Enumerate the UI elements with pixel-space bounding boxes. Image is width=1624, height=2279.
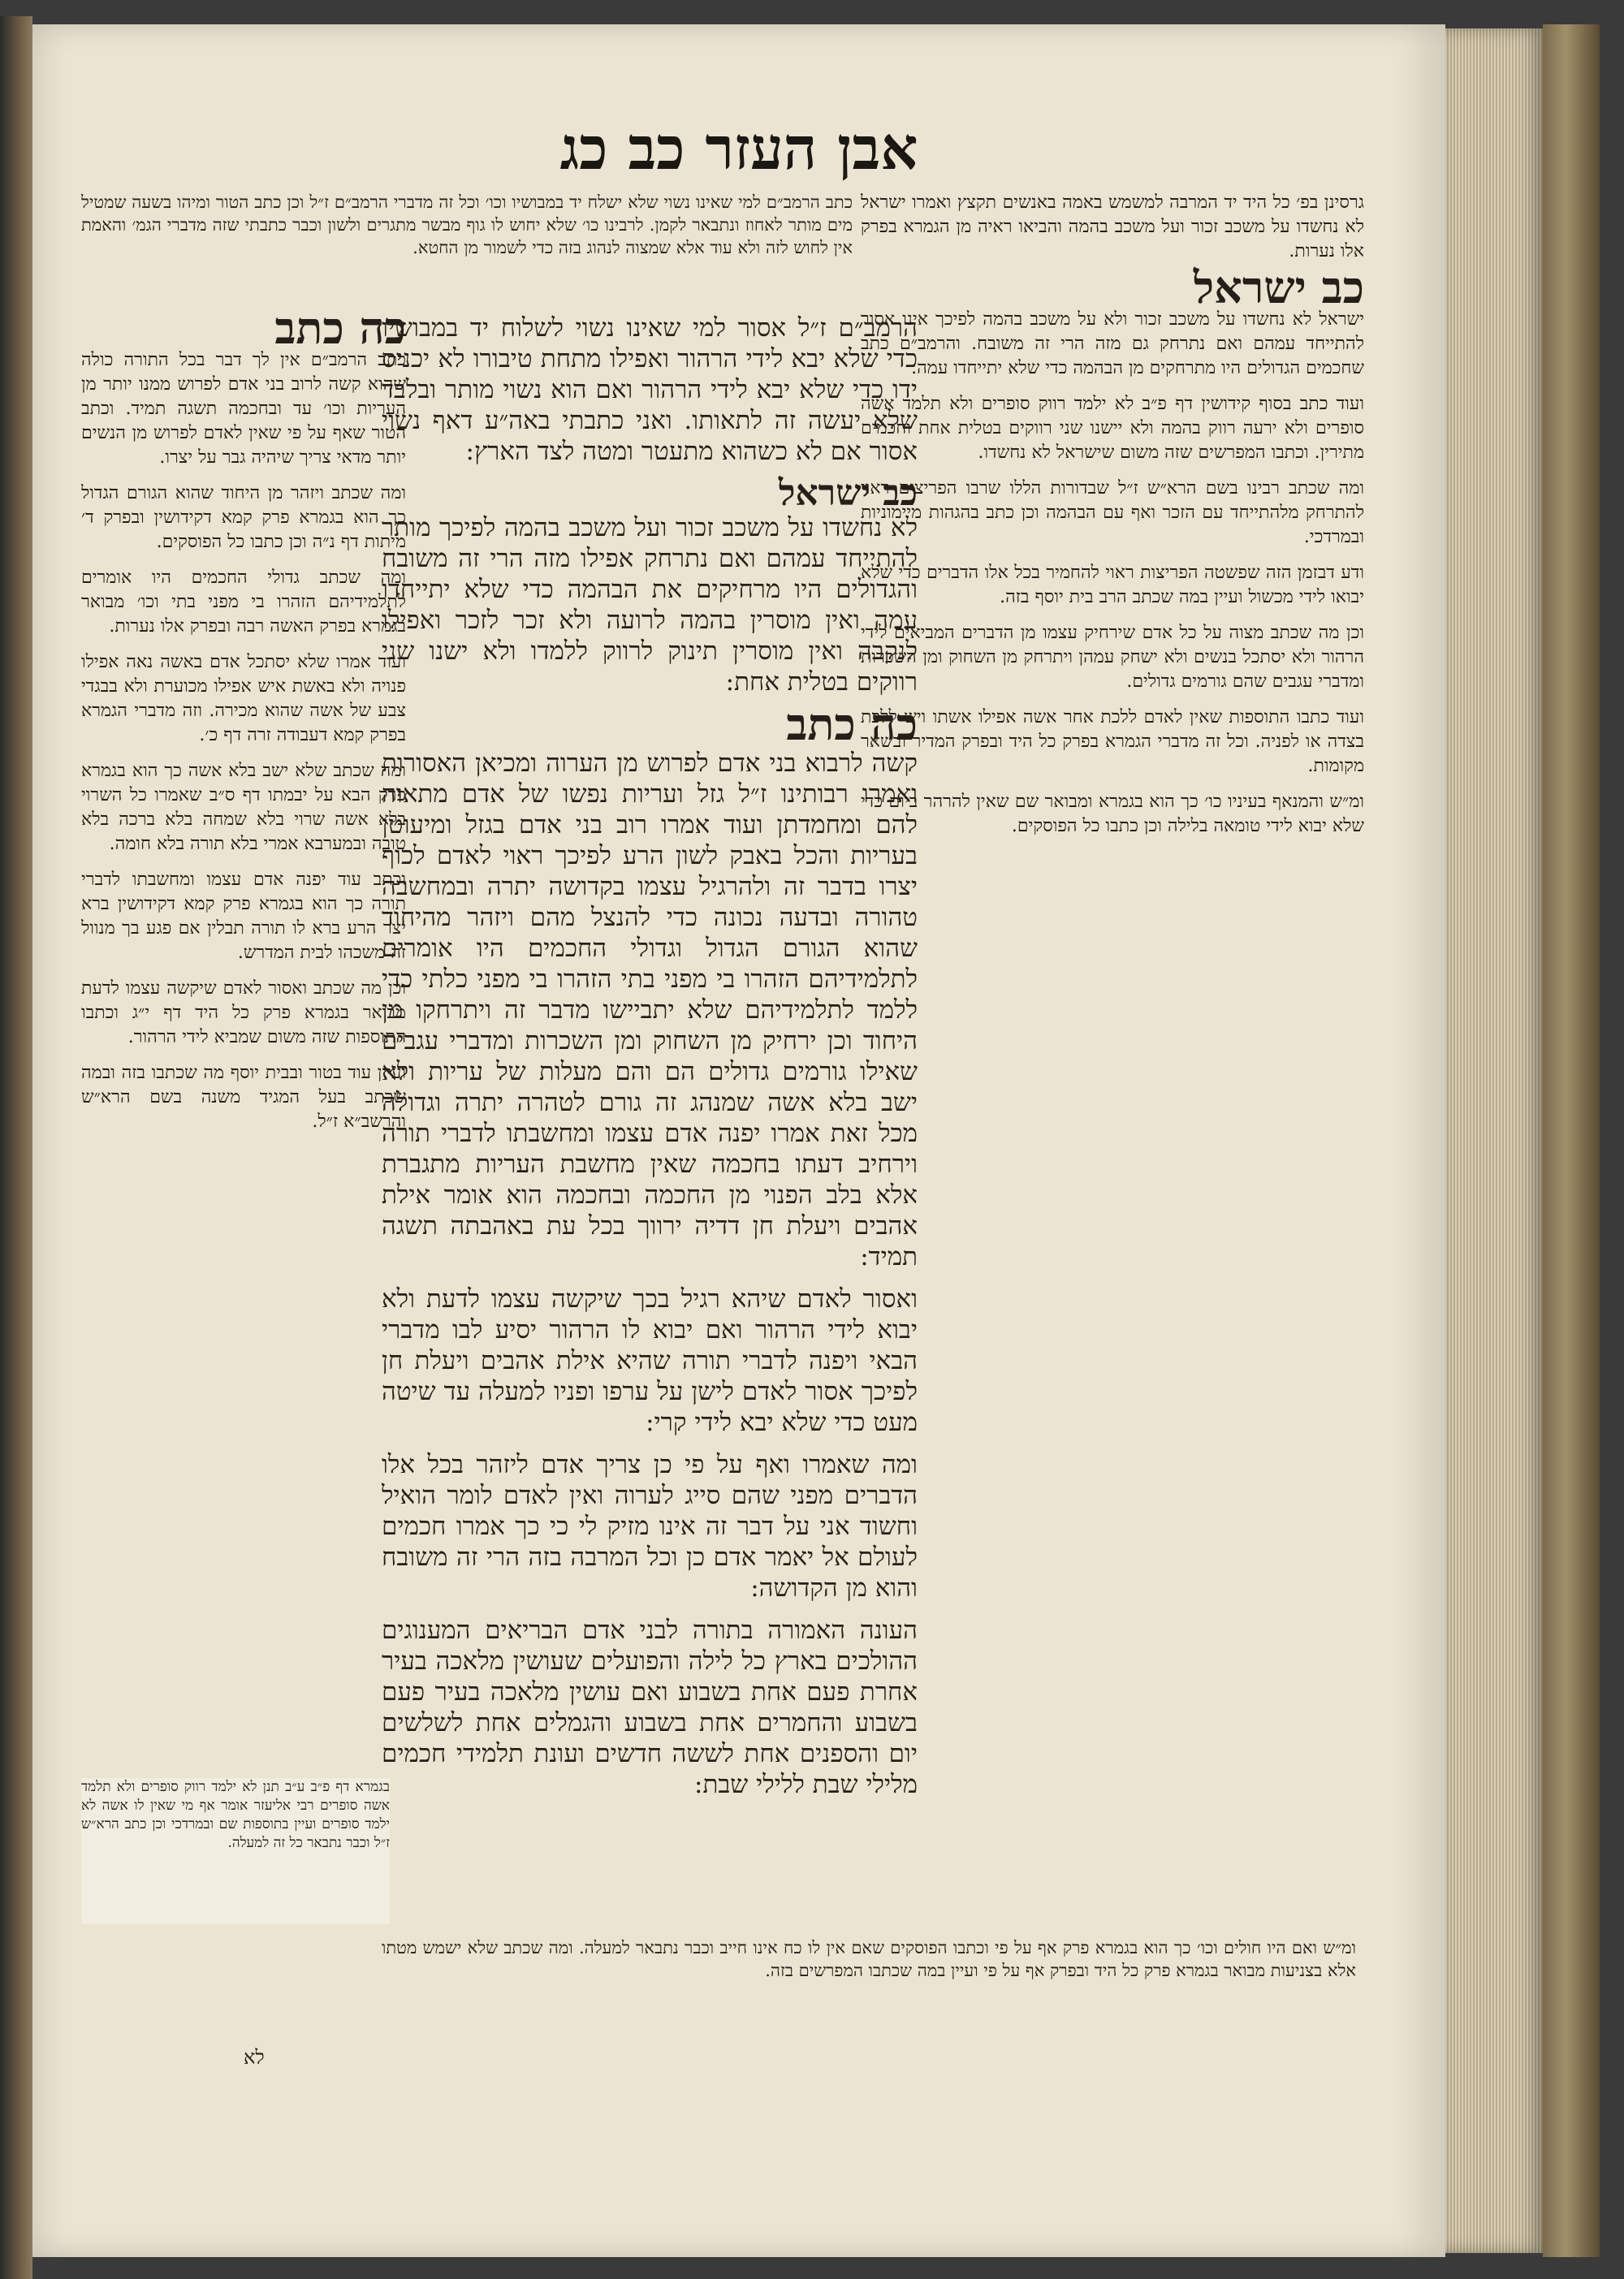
section-heading: כב ישראל — [778, 473, 918, 514]
top-commentary: כתב הרמב״ם למי שאינו נשוי שלא ישלח יד במבושיו וכו׳ וכל זה מדברי הרמב״ם ז״ל וכן כתב הטור ומיהו בשעה שמטיל מים מותר לאחוז ונתבאר לקמן. לרבינו כו׳ שלא יחוש לו גוף מבשר מתגרים ולשון וכבר כתבתי שזה מדברי הגמ׳ והאמת אין לחוש לזה ולא עוד אלא שמצוה לנהוג בזה כדי לשמור מן החטא. — [81, 192, 853, 257]
commentary-paragraph: ומה שכתב שלא ישב בלא אשה כך הוא בגמרא פרק הבא על יבמתו דף ס״ב שאמרו כל השרוי בלא אשה שרוי בלא שמחה בלא ברכה בלא טובה ובמערבא אמרי בלא תורה בלא חומה. — [81, 761, 406, 854]
book-cover-edge — [1543, 24, 1600, 2257]
main-paragraph: העונה האמורה בתורה לבני אדם הבריאים המענוגים ההולכים בארץ כל לילה והפועלים שעושין מלאכה בעיר אחרת פעם אחת בשבוע ואם עושין מלאכה בעיר פעם בשבוע והחמרים אחת בשבוע והגמלים אחת לשלשים יום והספנים אחת לששה חדשים ועונת תלמידי חכמים מלילי שבת ללילי שבת: — [382, 1616, 918, 1799]
main-paragraph: לא נחשדו על משכב זכור ועל משכב בהמה לפיכך מותר להתייחד עמהם ואם נתרחק אפילו מזה הרי זה משובח והגדולים היו מרחיקים את הבהמה כדי שלא יתייחדו עמה ואין מוסרין בהמה לרועה ולא זכר לזכר ואפילו לנקבה ואין מוסרין תינוק לרווק ללמדו ולא ישנו שני רווקים בטלית אחת: — [382, 513, 918, 697]
commentary-paragraph: וכן מה שכתב מצוה על כל אדם שירחיק עצמו מן הדברים המביאים לידי הרהור ולא יסתכל בנשים ולא ישחק עמהן ויתרחק מן השחוק ומן השכרות ומדברי עגבים שהם גורמים גדולים. — [861, 623, 1364, 692]
commentary-paragraph: ומה שכתב רבינו בשם הרא״ש ז״ל שבדורות הללו שרבו הפריצים ראוי להתרחק מלהתייחד עם הזכר ואף עם הבהמה וכן כתב בהגהות מיימוניות ובמרדכי. — [861, 478, 1364, 547]
commentary-paragraph: וכן מה שכתב ואסור לאדם שיקשה עצמו לדעת מבואר בגמרא פרק כל היד דף י״ג וכתבו התוספות שזה משום שמביא לידי הרהור. — [81, 978, 406, 1047]
marginal-note: בגמרא דף פ״ב ע״ב תנן לא ילמד רווק סופרים ולא תלמד אשה סופרים רבי אליעזר אומר אף מי שאין לו אשה לא ילמד סופרים ועיין בתוספות שם ובמרדכי וכן כתב הרא״ש ז״ל וכבר נתבאר כל זה למעלה. — [81, 1778, 390, 1924]
main-paragraph: הרמב״ם ז״ל אסור למי שאינו נשוי לשלוח יד במבושיו כדי שלא יבא לידי הרהור ואפילו מתחת טיבורו לא יכניס ידו כדי שלא יבא לידי הרהור ואם הוא נשוי מותר ובלבד שלא יעשה זה לתאותו. ואני כתבתי באה״ע דאף נשוי אסור אם לא כשהוא מתעטר ומטה לצד הארץ: — [382, 313, 918, 466]
bottom-commentary: ומ״ש ואם היו חולים וכו׳ כך הוא בגמרא פרק אף על פי וכתבו הפוסקים שאם אין לו כח אינו חייב וכבר נתבאר למעלה. ומה שכתב שלא ישמש מטתו אלא בצניעות מבואר בגמרא פרק כל היד ובפרק אף על פי ועיין במה שכתבו המפרשים בזה. — [382, 1938, 1356, 1980]
commentary-paragraph: ומה שכתב גדולי החכמים היו אומרים לתלמידיהם הזהרו בי מפני בתי וכו׳ מבואר בגמרא בפרק האשה רבה ובפרק אלו נערות. — [81, 568, 406, 637]
right-commentary-column — [861, 191, 1364, 2026]
commentary-paragraph: וכתב עוד יפנה אדם עצמו ומחשבתו לדברי תורה כך הוא בגמרא פרק קמא דקידושין ברא יצר הרע ברא לו תורה תבלין אם פגע בך מנוול זה משכהו לבית המדרש. — [81, 870, 406, 963]
main-paragraph: ומה שאמרו ואף על פי כן צריך אדם ליזהר בכל אלו הדברים מפני שהם סייג לערוה ואין לאדם לומר הואיל וחשוד אני על דבר זה אינו מזיק לי כי כך אמרו חכמים לעולם אל יאמר אדם כן וכל המרבה בזה הרי זה משובח והוא מן הקדושה: — [382, 1450, 918, 1603]
section-heading: כה כתב — [274, 313, 406, 354]
page-title: אבן העזר כב כג — [559, 114, 918, 183]
commentary-paragraph: ועוד כתבו התוספות שאין לאדם ללכת אחר אשה אפילו אשתו ויש ללכת בצדה או לפניה. וכל זה מדברי הגמרא בפרק כל היד ובפרק המדיר ובשאר מקומות. — [861, 707, 1364, 776]
section-heading: כב ישראל — [1193, 261, 1364, 313]
commentary-paragraph: ועיין עוד בטור ובבית יוסף מה שכתבו בזה ובמה שכתב בעל המגיד משנה בשם הרא״ש והרשב״א ז״ל. — [81, 1063, 406, 1132]
left-commentary-column — [81, 313, 406, 1936]
commentary-paragraph: ודע דבזמן הזה שפשטה הפריצות ראוי להחמיר בכל אלו הדברים כדי שלא יבואו לידי מכשול ועיין במה שכתב הרב בית יוסף בזה. — [861, 563, 1364, 607]
commentary-paragraph: ומ״ש והמנאף בעיניו כו׳ כך הוא בגמרא ומבואר שם שאין להרהר ביום כדי שלא יבוא לידי טומאה בלילה וכן כתבו כל הפוסקים. — [861, 792, 1364, 836]
book-spine — [0, 16, 32, 2279]
section-heading: כה כתב — [786, 698, 918, 750]
catchword: לא — [244, 2046, 265, 2069]
commentary-paragraph: גרסינן בפ׳ כל היד יד המרבה למשמש באמה באנשים תקצץ ואמרו ישראל לא נחשדו על משכב זכור ועל משכב בהמה והביאו ראיה מן הגמרא בפרק אלו נערות. — [861, 192, 1364, 261]
commentary-paragraph: ועוד אמרו שלא יסתכל אדם באשה נאה אפילו פנויה ולא באשת איש אפילו מכוערת ולא בבגדי צבע של אשה שהוא מכירה. וזה מדברי הגמרא בפרק קמא דעבודה זרה דף כ׳. — [81, 652, 406, 745]
commentary-paragraph: ומה שכתב ויזהר מן היחוד שהוא הגורם הגדול כך הוא בגמרא פרק קמא דקידושין ובפרק ד׳ מיתות דף נ״ה וכן כתבו כל הפוסקים. — [81, 483, 406, 552]
main-paragraph: ואסור לאדם שיהא רגיל בכך שיקשה עצמו לדעת ולא יבוא לידי הרהור ואם יבוא לו הרהור יסיע לבו מדברי הבאי ויפנה לדברי תורה שהיא אילת אהבים ויעלת חן לפיכך אסור לאדם לישן על ערפו ופניו למעלה עד שיטה מעט כדי שלא יבא לידי קרי: — [382, 1284, 918, 1437]
commentary-paragraph: ישראל לא נחשדו על משכב זכור ולא על משכב בהמה לפיכך אינו אסור להתייחד עמהם ואם נתרחק גם מזה הרי זה משובח. והרמב״ם כתב שחכמים הגדולים היו מתרחקים מן הבהמה כדי שלא יתייחדו עמה. — [861, 309, 1364, 378]
main-paragraph: קשה לרבוא בני אדם לפרוש מן הערוה ומכיאן האסורות ואמרו רבותינו ז״ל גזל ועריות נפשו של אדם מתאוה להם ומחמדתן ועוד אמרו רוב בני אדם בגזל ומיעוטן בעריות והכל באבק לשון הרע לפיכך ראוי לאדם לכוף יצרו בדבר זה ולהרגיל עצמו בקדושה יתרה ובמחשבה טהורה ובדעה נכונה כדי להנצל מהם ויזהר מהיחוד שהוא הגורם הגדול וגדולי החכמים היו אומרים לתלמידיהם הזהרו בי מפני בתי הזהרו בי מפני כלתי כדי ללמד לתלמידיהם שלא יתביישו מדבר זה ויתרחקו מן היחוד וכן ירחיק מן השחוק ומן השכרות ומדברי עגבים שאילו גורמים גדולים הם והם מעלות של עריות ולא ישב בלא אשה שמנהג זה גורם לטהרה יתרה וגדולה מכל זאת אמרו יפנה אדם עצמו ומחשבתו לדברי תורה וירחיב דעתו בחכמה שאין מחשבת העריות מתגברת אלא בלב הפנוי מן החכמה ובחכמה הוא אומר אילת אהבים ויעלת חן דדיה ירווך בכל עת באהבתה תשגה תמיד: — [382, 749, 918, 1271]
page-edges — [1445, 28, 1543, 2253]
commentary-paragraph: ועוד כתב בסוף קידושין דף פ״ב לא ילמד רווק סופרים ולא תלמד אשה סופרים ולא ירעה רווק בהמה ולא יישנו שני רווקים בטלית אחת וחכמים מתירין. וכתבו המפרשים שזה משום שישראל לא נחשדו. — [861, 394, 1364, 463]
commentary-paragraph: כתב הרמב״ם אין לך דבר בכל התורה כולה שהוא קשה לרוב בני אדם לפרוש ממנו יותר מן העריות וכו׳ עד ובחכמה תשגה תמיד. וכתב הטור שאף על פי שאין לאדם לפרוש מן הנשים יותר מדאי צריך שיהיה גבר על יצרו. — [81, 350, 406, 468]
